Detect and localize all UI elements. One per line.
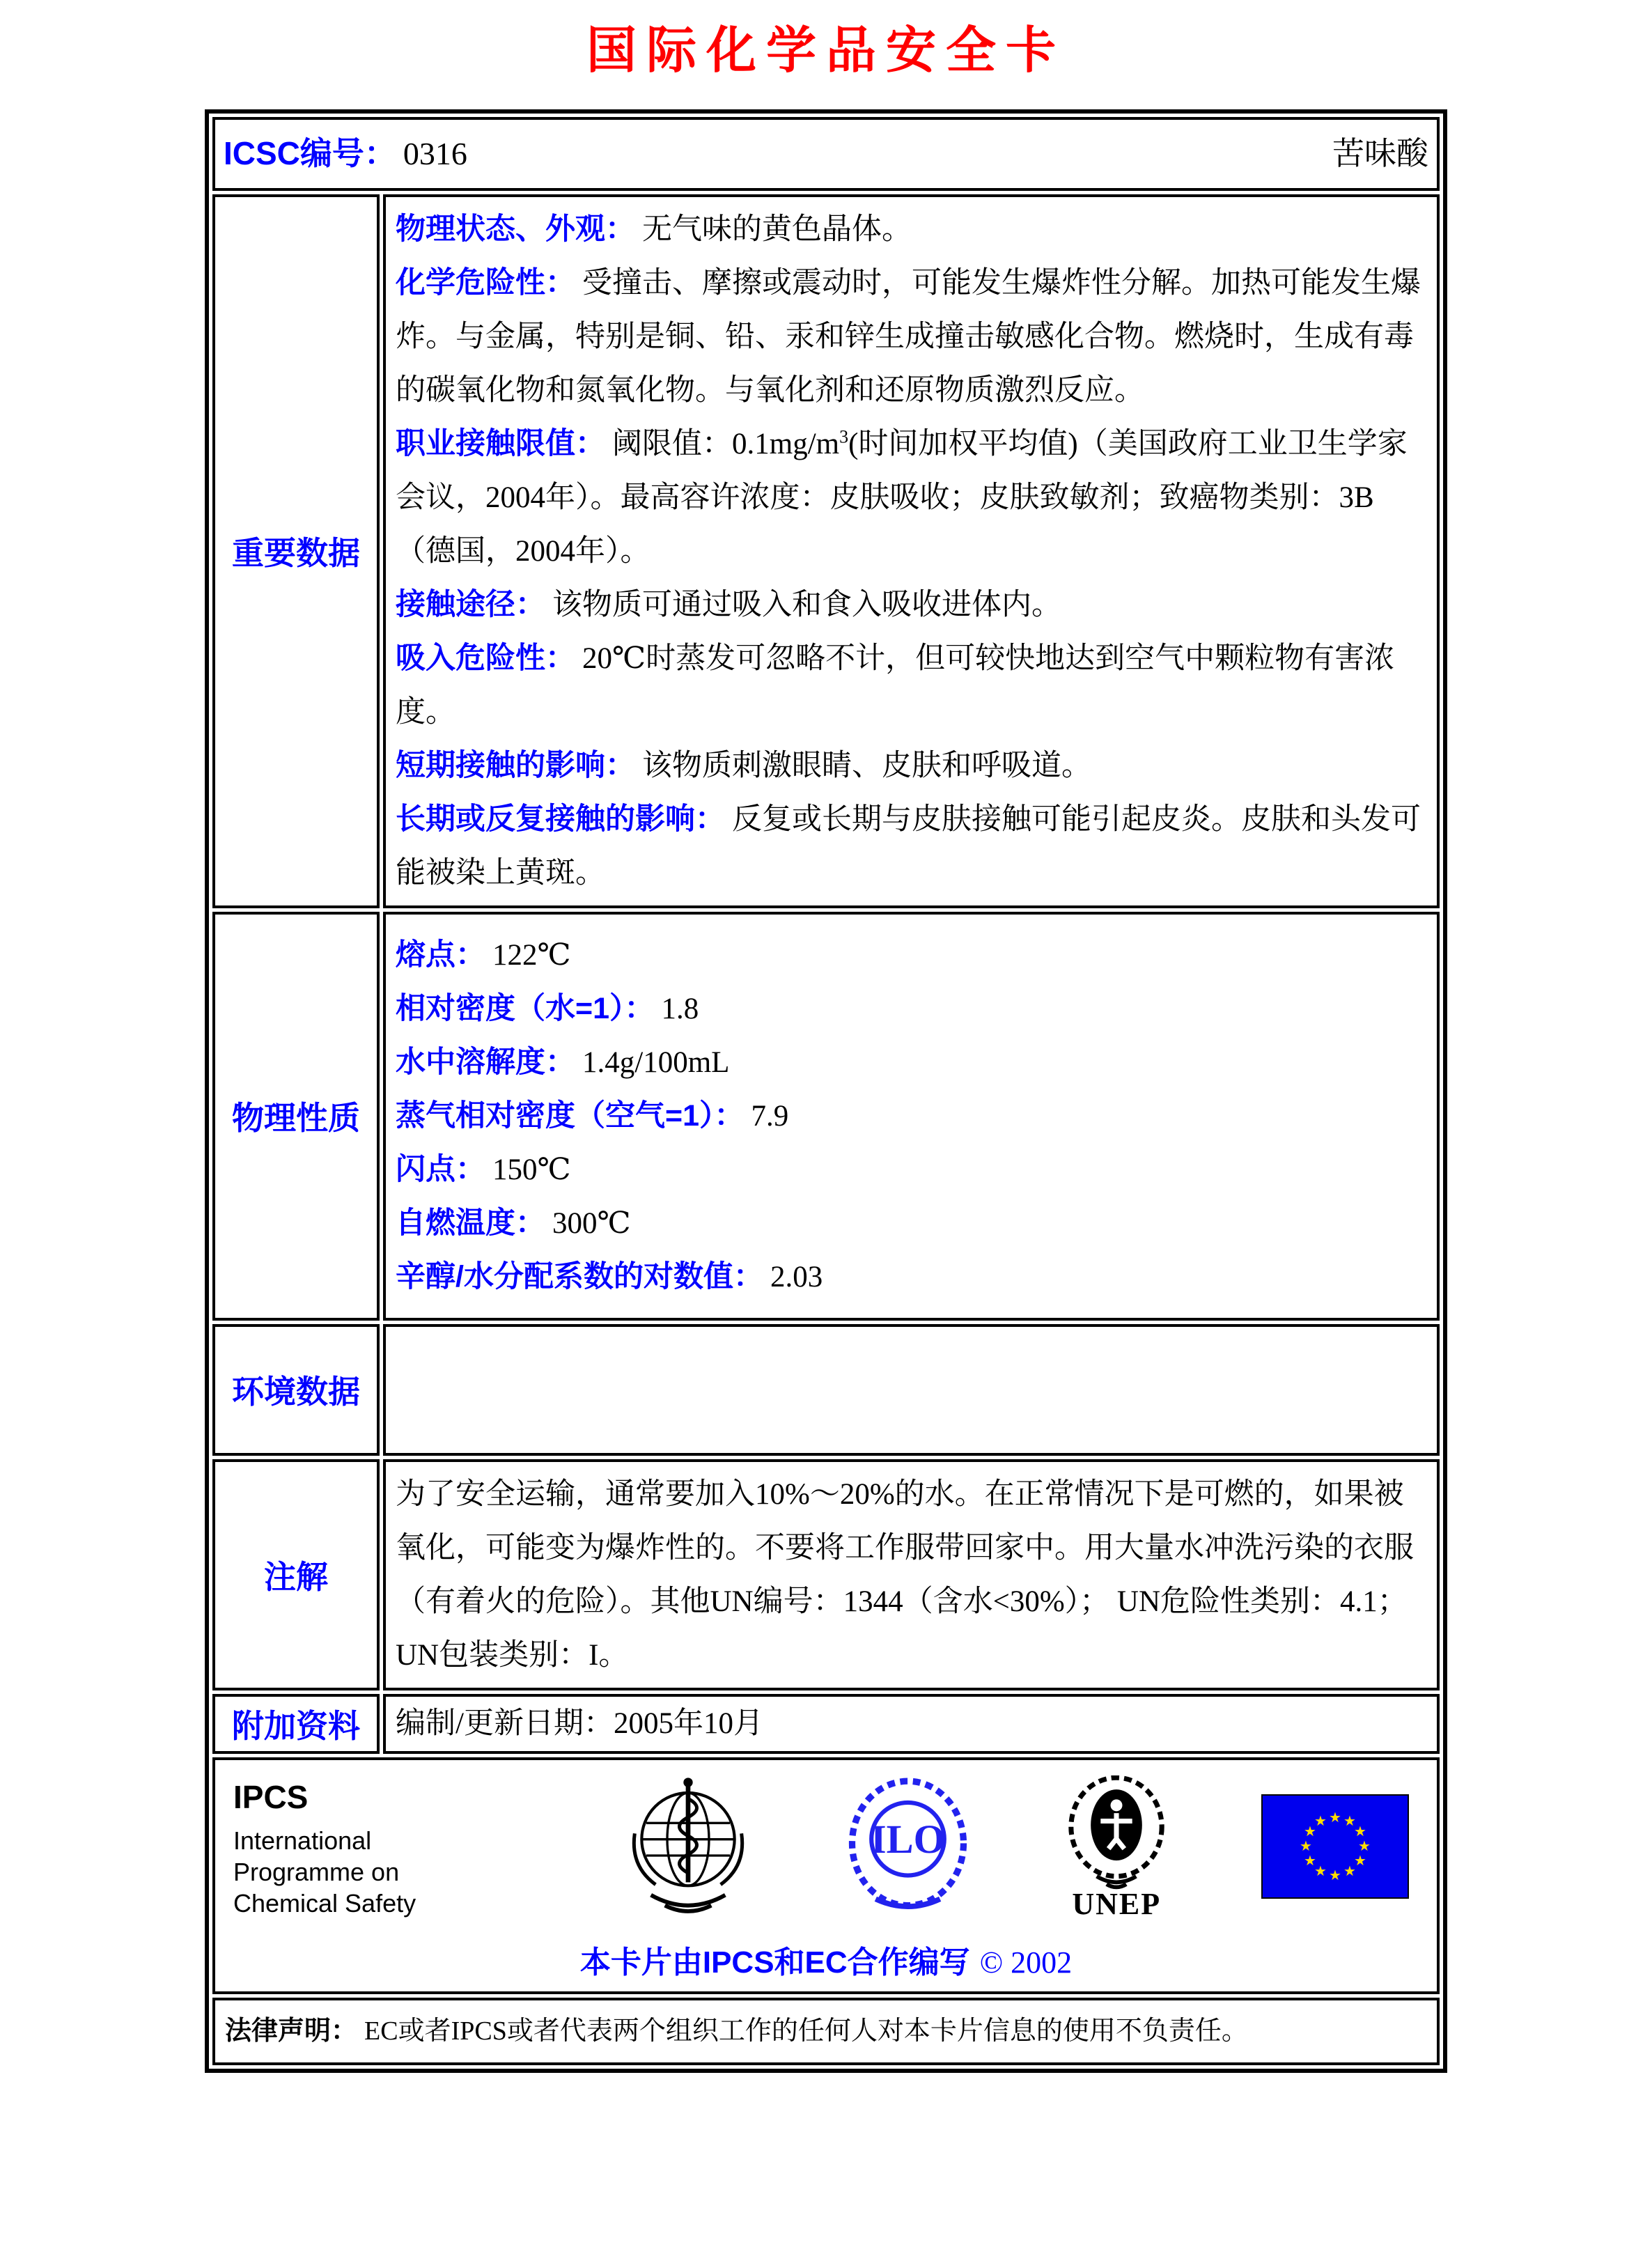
section-label-notes: 注解 (212, 1459, 380, 1690)
icsc-number-label: ICSC编号： (224, 135, 396, 172)
field-label: 长期或反复接触的影响： (396, 802, 725, 836)
environmental-data-row (212, 1324, 1440, 1456)
environmental-data-content (383, 1324, 1440, 1456)
header-row (212, 117, 1440, 190)
copyright-text: © 2002 (979, 1945, 1073, 1980)
field-occupational-exposure-limits (396, 417, 1427, 578)
prop-label: 相对密度（水=1）： (396, 991, 655, 1025)
field-physical-state-appearance (396, 203, 1427, 256)
prop-relative-density (396, 982, 1427, 1036)
ipcs-line: International (233, 1826, 372, 1855)
legal-cell (212, 1998, 1440, 2065)
field-text: 阈限值：0.1mg/m (612, 427, 840, 460)
svg-text:★: ★ (1354, 1852, 1366, 1869)
prop-label: 水中溶解度： (396, 1045, 575, 1079)
svg-text:★: ★ (1343, 1812, 1356, 1830)
prop-melting-point (396, 928, 1427, 982)
ipcs-line: Programme on (233, 1857, 400, 1886)
field-routes-of-exposure (396, 578, 1427, 632)
legal-label: 法律声明： (225, 2016, 358, 2046)
legal-row (212, 1998, 1440, 2065)
prop-vapour-density (396, 1089, 1427, 1143)
section-label-environmental-data: 环境数据 (212, 1324, 380, 1456)
prop-autoignition-temperature (396, 1197, 1427, 1250)
prop-value: 150℃ (492, 1153, 571, 1186)
svg-text:★: ★ (1354, 1823, 1366, 1840)
field-label: 物理状态、外观： (396, 212, 635, 246)
svg-text:★: ★ (1314, 1812, 1327, 1830)
notes-content: 为了安全运输，通常要加入10%～20%的水。在正常情况下是可燃的，如果被氧化，可能变为爆炸性的。不要将工作服带回家中。用大量水冲洗污染的衣服（有着火的危险）。其他UN编号：1344（含水<30%）； UN危险性类别：4.1； UN包装类别：I。 (383, 1459, 1440, 1690)
field-text: 无气味的黄色晶体。 (642, 212, 912, 246)
prop-water-solubility (396, 1036, 1427, 1089)
ilo-label: ILO (870, 1817, 945, 1863)
caption-text: 本卡片由IPCS和EC合作编写 (579, 1945, 970, 1980)
prop-label: 辛醇/水分配系数的对数值： (396, 1259, 763, 1293)
prop-value: 1.8 (661, 992, 699, 1025)
notes-row (212, 1459, 1440, 1690)
section-label-important-data: 重要数据 (212, 194, 380, 908)
physical-properties-content (383, 912, 1440, 1321)
superscript: 3 (839, 426, 849, 447)
svg-text:★: ★ (1300, 1837, 1312, 1855)
prop-label: 闪点： (396, 1152, 485, 1186)
field-chemical-dangers (396, 256, 1427, 417)
svg-text:★: ★ (1329, 1867, 1341, 1884)
field-text: 反复或长期与皮肤接触可能引起皮炎。皮肤和头发可能被染上黄斑。 (396, 802, 1421, 889)
field-label: 吸入危险性： (396, 641, 575, 675)
page-title: 国际化学品安全卡 (586, 23, 1066, 79)
credits-cell (212, 1757, 1440, 1994)
important-data-content (383, 194, 1440, 908)
section-label-additional-info: 附加资料 (212, 1694, 380, 1754)
credits-row (212, 1757, 1440, 1994)
credits-caption (229, 1937, 1423, 1982)
prop-label: 自燃温度： (396, 1206, 545, 1240)
field-long-term-effects (396, 793, 1427, 900)
field-text: 受撞击、摩擦或震动时，可能发生爆炸性分解。加热可能发生爆炸。与金属，特别是铜、铅、汞和锌生成撞击敏感化合物。燃烧时，生成有毒的碳氧化物和氮氧化物。与氧化剂和还原物质激烈反应。 (396, 266, 1421, 407)
prop-octanol-water-partition (396, 1250, 1427, 1304)
field-text: (时间加权平均值)（美国政府工业卫生学家会议，2004年）。最高容许浓度：皮肤吸收；皮肤致敏剂；致癌物类别：3B（德国，2004年）。 (396, 427, 1408, 568)
ipcs-text-block (233, 1778, 533, 1919)
icsc-number-value: 0316 (403, 136, 467, 172)
chemical-name: 苦味酸 (1332, 136, 1428, 172)
ipcs-line: Chemical Safety (233, 1888, 416, 1918)
svg-text:★: ★ (1314, 1863, 1327, 1880)
important-data-row (212, 194, 1440, 908)
unep-logo-icon (1057, 1775, 1176, 1922)
prop-label: 熔点： (396, 938, 485, 972)
field-inhalation-risk (396, 632, 1427, 739)
prop-value: 122℃ (492, 938, 571, 972)
legal-text: EC或者IPCS或者代表两个组织工作的任何人对本卡片信息的使用不负责任。 (364, 2016, 1248, 2046)
additional-info-row (212, 1694, 1440, 1754)
who-logo-icon (618, 1775, 758, 1922)
ilo-logo-icon (843, 1777, 972, 1920)
header-cell (212, 117, 1440, 190)
svg-text:★: ★ (1304, 1823, 1316, 1840)
field-label: 接触途径： (396, 587, 545, 621)
unep-label: UNEP (1072, 1886, 1162, 1921)
field-text: 该物质可通过吸入和食入吸收进体内。 (552, 588, 1061, 621)
icsc-number-group (224, 131, 467, 176)
eu-flag-icon (1261, 1794, 1409, 1902)
field-text: 该物质刺激眼睛、皮肤和呼吸道。 (642, 749, 1091, 782)
field-label: 化学危险性： (396, 265, 575, 300)
safety-card-table (205, 109, 1447, 2072)
field-text: 20℃时蒸发可忽略不计，但可较快地达到空气中颗粒物有害浓度。 (396, 642, 1395, 729)
physical-properties-row (212, 912, 1440, 1321)
prop-value: 300℃ (552, 1206, 631, 1240)
svg-text:★: ★ (1358, 1837, 1371, 1855)
field-label: 短期接触的影响： (396, 748, 635, 782)
svg-text:★: ★ (1304, 1852, 1316, 1869)
ipcs-title: IPCS (233, 1779, 309, 1816)
prop-flash-point (396, 1143, 1427, 1197)
additional-info-content: 编制/更新日期：2005年10月 (383, 1694, 1440, 1754)
svg-text:★: ★ (1329, 1809, 1341, 1826)
field-label: 职业接触限值： (396, 426, 605, 460)
field-short-term-effects (396, 739, 1427, 793)
prop-value: 2.03 (770, 1260, 823, 1293)
svg-text:★: ★ (1343, 1863, 1356, 1880)
prop-value: 7.9 (751, 1099, 789, 1133)
prop-label: 蒸气相对密度（空气=1）： (396, 1098, 745, 1133)
prop-value: 1.4g/100mL (582, 1045, 730, 1079)
section-label-physical-properties: 物理性质 (212, 912, 380, 1321)
